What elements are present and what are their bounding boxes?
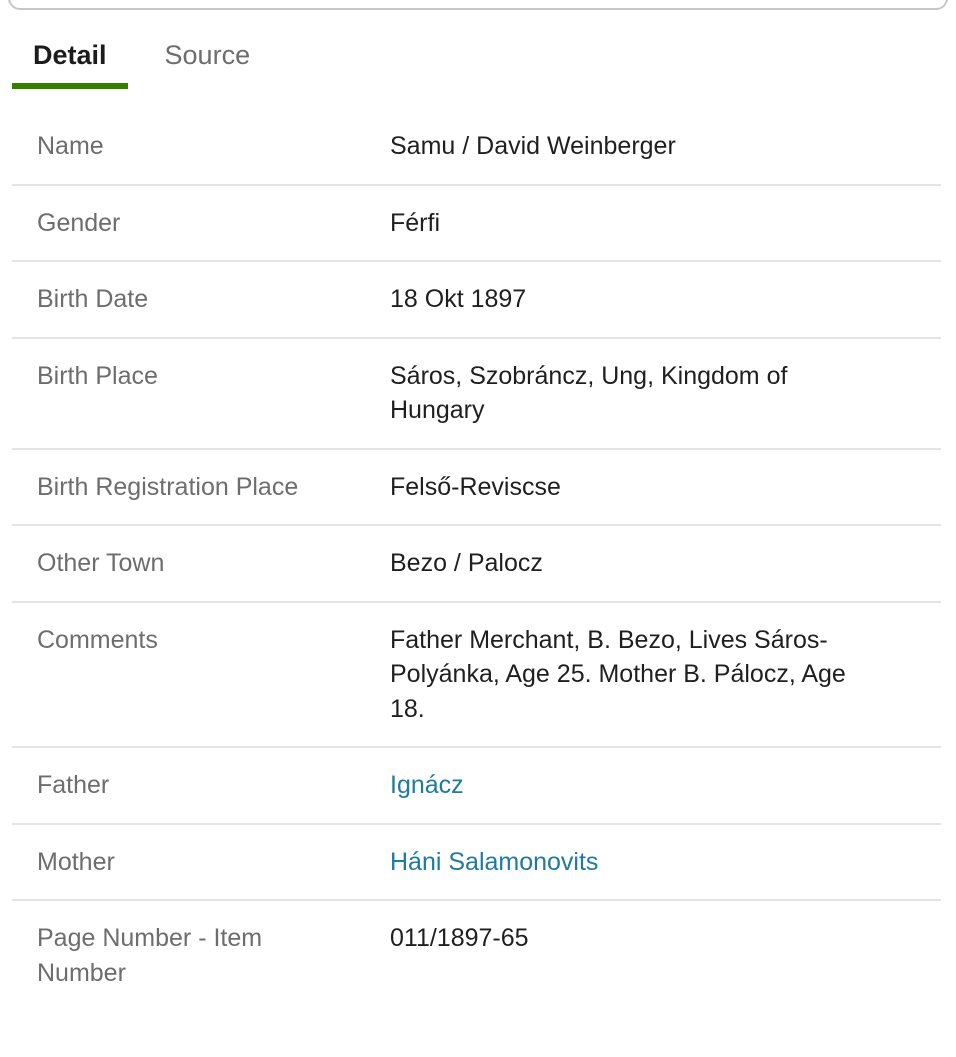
- row-label: Name: [37, 132, 104, 160]
- row-label: Page Number - Item Number: [37, 924, 263, 987]
- record-row-comments: [12, 603, 941, 749]
- record-detail-table: [12, 109, 941, 1010]
- row-label: Gender: [37, 208, 121, 237]
- record-row-page-item-number: [12, 901, 941, 1010]
- record-row-birth-registration-place: [12, 450, 941, 527]
- row-label: Birth Place: [37, 361, 158, 390]
- row-value: Samu / David Weinberger: [390, 132, 676, 160]
- row-value: Father Merchant, B. Bezo, Lives Sáros-Polyánka, Age 25. Mother B. Pálocz, Age 18.: [390, 625, 846, 723]
- row-value: 011/1897-65: [390, 924, 529, 952]
- row-value: 18 Okt 1897: [390, 285, 527, 313]
- row-label: Comments: [37, 625, 158, 654]
- record-row-birth-place: [12, 339, 941, 450]
- mother-link[interactable]: Háni Salamonovits: [390, 847, 599, 876]
- record-row-gender: [12, 186, 941, 263]
- row-value: Férfi: [390, 208, 440, 237]
- record-row-father: [12, 748, 941, 825]
- card-bottom-edge: [8, 0, 948, 10]
- record-row-mother: [12, 825, 941, 902]
- tab-source[interactable]: Source: [164, 40, 251, 70]
- father-link[interactable]: Ignácz: [390, 771, 464, 799]
- row-label: Birth Date: [37, 285, 149, 313]
- row-label: Mother: [37, 847, 115, 876]
- record-row-name: [12, 109, 941, 186]
- row-value: Sáros, Szobráncz, Ung, Kingdom of Hungary: [390, 361, 788, 424]
- row-value: Bezo / Palocz: [390, 549, 543, 577]
- row-label: Birth Registration Place: [37, 472, 299, 501]
- tab-bar: [12, 36, 956, 89]
- record-row-other-town: [12, 526, 941, 603]
- tab-detail[interactable]: Detail: [12, 36, 128, 89]
- row-label: Other Town: [37, 549, 165, 577]
- record-row-birth-date: [12, 262, 941, 339]
- row-label: Father: [37, 771, 110, 799]
- row-value: Felső-Reviscse: [390, 472, 561, 501]
